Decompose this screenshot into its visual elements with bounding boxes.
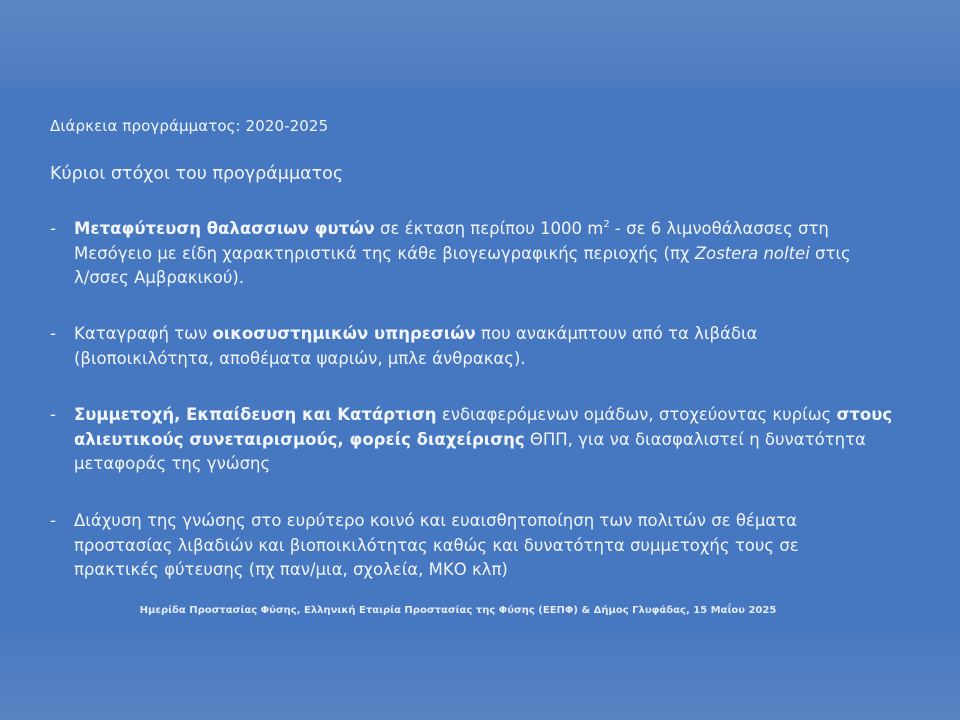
bullet-dash: - (50, 405, 56, 424)
objectives-heading-part: προγράμματος (212, 164, 344, 184)
bullet-line (74, 217, 910, 242)
bullet-text: στις (815, 243, 851, 263)
bullet-dash: - (50, 324, 56, 343)
bullet-text: πρακτικές φύτευσης (πχ παν/μια, σχολεία, ΜΚΟ κλπ) (74, 560, 508, 579)
bullet-line (74, 558, 910, 583)
bullet-emphasis: στους (836, 405, 893, 424)
objectives-heading-part: του (175, 164, 207, 184)
bullet-text: ενδιαφερόμενων ομάδων, στοχεύοντας κυρίως (441, 405, 832, 424)
bullet-line (74, 266, 910, 291)
bullet-text: σε έκταση περίπου 1000 m (380, 219, 604, 238)
objective-item-dissemination (50, 509, 910, 583)
bullet-text: Καταγραφή των (74, 324, 208, 343)
bullet-line (74, 509, 910, 534)
species-name: Zostera noltei (694, 243, 810, 263)
objectives-heading-part: Κύριοι (50, 164, 106, 184)
objectives-heading-part: στόχοι (110, 164, 170, 184)
bullet-emphasis: οικοσυστημικών υπηρεσιών (212, 324, 476, 343)
bullet-text: Διάχυση της γνώσης στο ευρύτερο κοινό και ευαισθητοποίηση των πολιτών σε θέματα (74, 511, 798, 530)
bullet-text: - σε 6 λιμνοθάλασσες στη (609, 219, 829, 238)
bullet-line (74, 452, 910, 477)
objective-item-transplanting (50, 217, 910, 291)
objectives-heading (50, 164, 343, 184)
bullet-emphasis: Συμμετοχή, Εκπαίδευση και Κατάρτιση (74, 405, 437, 424)
bullet-line (74, 428, 910, 453)
bullet-text: Μεσόγειο με είδη χαρακτηριστικά της κάθε βιογεωγραφικής περιοχής (πχ (74, 243, 690, 263)
bullet-text: λ/σσες Αμβρακικού). (74, 268, 245, 287)
bullet-line (74, 242, 910, 267)
bullet-line (74, 403, 910, 428)
bullet-emphasis: αλιευτικούς συνεταιρισμούς, φορείς διαχείρισης (74, 429, 525, 449)
bullet-text: μεταφοράς της γνώσης (74, 454, 271, 473)
objective-item-ecosystem-services (50, 322, 910, 371)
bullet-line (74, 534, 910, 559)
superscript: 2 (603, 219, 610, 230)
bullet-emphasis: Μεταφύτευση θαλασσιων φυτών (74, 219, 375, 238)
slide-footer: Ημερίδα Προστασίας Φύσης, Ελληνική Εταιρία Προστασίας της Φύσης (ΕΕΠΦ) & Δήμος Γλυφάδας, 15 Μαΐου 2025 (139, 605, 777, 616)
bullet-text: ΘΠΠ, για να διασφαλιστεί η δυνατότητα (529, 429, 866, 449)
bullet-line (74, 322, 910, 347)
bullet-line (74, 347, 910, 372)
bullet-text: (βιοποικιλότητα, αποθέματα ψαριών, μπλε άνθρακας). (74, 348, 526, 368)
program-duration: Διάρκεια προγράμματος: 2020-2025 (50, 117, 329, 135)
objective-item-participation (50, 403, 910, 477)
bullet-text: προστασίας λιβαδιών και βιοποικιλότητας καθώς και δυνατότητα συμμετοχής τους σε (74, 535, 799, 555)
bullet-dash: - (50, 511, 56, 530)
bullet-dash: - (50, 219, 56, 238)
bullet-text: που ανακάμπτουν από τα λιβάδια (481, 324, 758, 343)
